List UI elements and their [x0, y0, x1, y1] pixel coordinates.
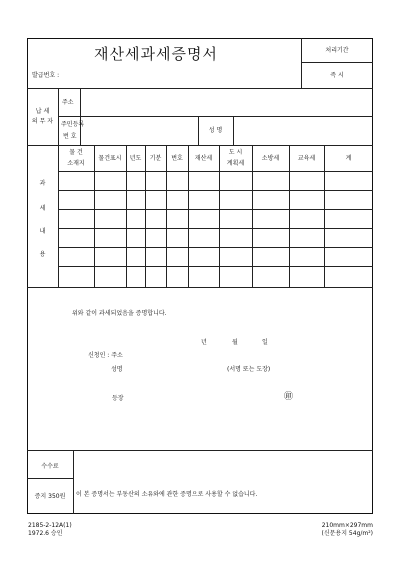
details-side-char-1: 과 — [39, 180, 46, 187]
form-code: 2185-2-12A(1) — [28, 522, 72, 529]
col-header-total: 계 — [345, 155, 352, 162]
col-header-fire: 소방세 — [261, 155, 280, 162]
stamp-label: 증지 350원 — [34, 493, 66, 500]
header-bottom-line — [27, 88, 373, 89]
header-row-line — [58, 171, 373, 172]
taxpayer-section-label-1: 납 세 — [35, 108, 50, 115]
paper-size: 210mm×297mm — [321, 522, 373, 529]
details-side-char-3: 내 — [39, 228, 46, 235]
col-header-property-type: 물건표시 — [98, 155, 122, 162]
resident-no-label-2: 번 호 — [63, 133, 77, 140]
document-title: 재산세과세증명서 — [94, 45, 218, 63]
taxpayer-row-line — [58, 116, 373, 117]
processing-period-value: 즉 시 — [330, 72, 344, 79]
details-bottom-line — [27, 287, 373, 288]
cert-day-label: 일 — [262, 339, 268, 346]
taxpayer-bottom-line — [27, 145, 373, 146]
col-header-location-2: 소재지 — [67, 160, 85, 167]
col-header-urban-1: 도 시 — [228, 149, 243, 156]
name-label-right-divider — [233, 116, 234, 145]
certification-bottom-line — [27, 450, 373, 451]
usage-notice: 이 본 증명서는 부동산의 소유와에 관한 증명으로 사용할 수 없습니다. — [76, 491, 258, 498]
header-divider — [301, 38, 302, 88]
certification-statement: 위와 같이 과세되었음을 증명합니다. — [72, 310, 167, 317]
table-row — [58, 247, 373, 248]
col-header-year: 년도 — [129, 155, 142, 162]
signature-note: (서명 또는 도장) — [227, 366, 271, 373]
taxpayer-name-label: 성 명 — [208, 127, 223, 134]
fee-divider — [73, 450, 74, 514]
cert-month-label: 월 — [232, 339, 238, 346]
paper-spec: (신문용지 54g/m²) — [321, 530, 373, 537]
fee-label: 수수료 — [41, 463, 59, 470]
address-label: 주소 — [62, 99, 74, 106]
table-row — [58, 209, 373, 210]
col-header-urban-2: 계획세 — [226, 160, 245, 167]
table-row — [58, 266, 373, 267]
approval-date: 1972.6 승인 — [28, 530, 63, 537]
table-row — [58, 190, 373, 191]
col-header-education: 교육세 — [297, 155, 316, 162]
official-seal-icon: ㊞ — [284, 392, 294, 402]
processing-period-label: 처리기간 — [325, 47, 349, 54]
applicant-address-label: 신청인 : 주소 — [88, 352, 123, 359]
details-side-char-2: 세 — [39, 205, 46, 212]
official-label: 등장 — [112, 395, 124, 402]
table-row — [58, 228, 373, 229]
form-frame — [27, 38, 373, 514]
taxpayer-section-label-2: 의 무 자 — [31, 118, 54, 125]
applicant-name-label: 성명 — [111, 366, 123, 373]
fee-label-line — [27, 478, 73, 479]
issue-number-label: 발급번호 : — [32, 72, 60, 79]
col-header-property-tax: 재산세 — [194, 155, 213, 162]
col-header-number: 번호 — [171, 155, 183, 162]
col-header-period: 기분 — [149, 155, 162, 162]
header-subdivider — [301, 62, 373, 63]
details-side-char-4: 용 — [39, 251, 46, 258]
resident-no-label-1: 주민등록 — [61, 121, 85, 128]
col-header-location-1: 물 건 — [69, 149, 83, 156]
cert-year-label: 년 — [201, 339, 207, 346]
